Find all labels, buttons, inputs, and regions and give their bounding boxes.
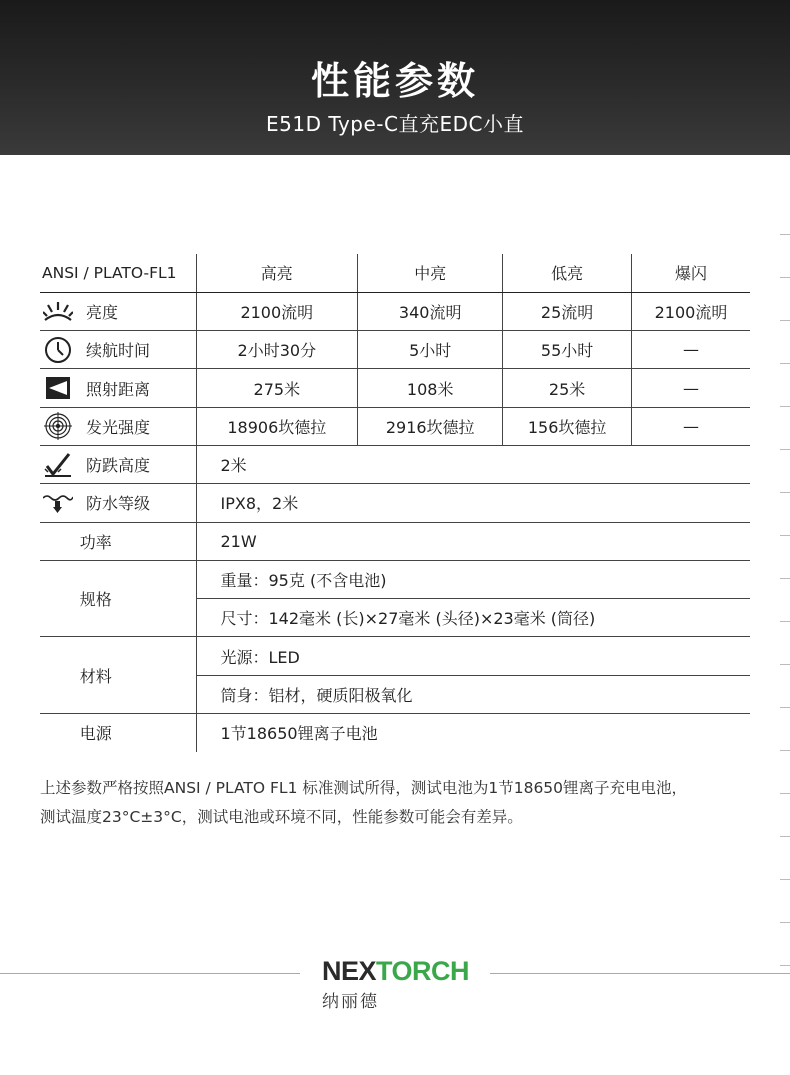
table-cell: 18906坎德拉 — [196, 407, 358, 445]
table-row-beam-distance — [40, 369, 750, 407]
table-cell: — — [631, 369, 750, 407]
table-cell: 156坎德拉 — [503, 407, 632, 445]
side-tick-marks — [778, 234, 790, 1008]
table-cell: 筒身：铝材，硬质阳极氧化 — [196, 675, 750, 713]
table-cell: — — [631, 407, 750, 445]
row-label: 照射距离 — [86, 379, 151, 399]
table-cell: 2100流明 — [196, 292, 358, 330]
table-cell: — — [631, 331, 750, 369]
table-row-waterproof — [40, 484, 750, 522]
table-cell: 1节18650锂离子电池 — [220, 724, 378, 744]
brand-name: NEXTORCH — [322, 956, 470, 986]
row-label: 续航时间 — [86, 341, 151, 361]
table-row-brightness — [40, 292, 750, 330]
table-cell: 5小时 — [358, 331, 503, 369]
table-row-material-light — [40, 637, 750, 675]
table-cell: 340流明 — [358, 292, 503, 330]
footer-divider-right — [490, 973, 790, 974]
table-cell: 2米 — [196, 445, 750, 483]
table-cell: 25流明 — [503, 292, 632, 330]
intensity-target-icon — [42, 411, 74, 441]
table-row-runtime — [40, 331, 750, 369]
row-label: 功率 — [40, 522, 196, 560]
table-cell: 2916坎德拉 — [358, 407, 503, 445]
mode-low: 低亮 — [503, 254, 632, 292]
mode-strobe: 爆闪 — [631, 254, 750, 292]
table-row-spec-weight — [40, 560, 750, 598]
table-row-intensity — [40, 407, 750, 445]
row-label: 材料 — [40, 637, 196, 714]
table-row-battery — [40, 714, 750, 752]
brand-cn-name: 纳丽德 — [322, 992, 379, 1012]
clock-icon — [42, 335, 74, 365]
product-subtitle: E51D Type-C直充EDC小直 — [266, 112, 524, 136]
standard-label: ANSI / PLATO-FL1 — [40, 254, 196, 292]
table-cell: 108米 — [358, 369, 503, 407]
table-row-impact — [40, 445, 750, 483]
table-cell: 2100流明 — [631, 292, 750, 330]
waterproof-icon — [42, 488, 74, 518]
test-note — [40, 774, 760, 832]
row-label: 防水等级 — [86, 494, 151, 514]
table-cell: IPX8，2米 — [196, 484, 750, 522]
brand-logo — [322, 956, 472, 1012]
impact-icon — [42, 450, 74, 480]
table-cell: 21W — [196, 522, 750, 560]
row-label: 亮度 — [86, 302, 119, 322]
mode-high: 高亮 — [196, 254, 358, 292]
table-cell: 2小时30分 — [196, 331, 358, 369]
table-header-row — [40, 254, 750, 292]
row-label: 防跌高度 — [86, 456, 151, 476]
table-cell: 重量：95克 (不含电池) — [196, 560, 750, 598]
page-title: 性能参数 — [310, 59, 479, 103]
table-cell: 25米 — [503, 369, 632, 407]
row-label: 规格 — [40, 560, 196, 637]
row-label: 电源 — [40, 714, 196, 752]
header-banner — [0, 0, 790, 155]
table-row-power — [40, 522, 750, 560]
brightness-icon — [42, 296, 74, 326]
table-cell: 尺寸：142毫米 (长)×27毫米 (头径)×23毫米 (筒径) — [196, 599, 750, 637]
beam-distance-icon — [42, 373, 74, 403]
spec-table — [40, 254, 750, 752]
table-cell: 55小时 — [503, 331, 632, 369]
table-cell: 275米 — [196, 369, 358, 407]
row-label: 发光强度 — [86, 417, 151, 437]
footer-divider-left — [0, 973, 300, 974]
table-cell: 光源：LED — [196, 637, 750, 675]
note-line-2: 测试温度23°C±3°C，测试电池或环境不同，性能参数可能会有差异。 — [40, 808, 523, 826]
note-line-1: 上述参数严格按照ANSI / PLATO FL1 标准测试所得，测试电池为1节18650锂离子充电电池， — [40, 779, 688, 797]
mode-medium: 中亮 — [358, 254, 503, 292]
